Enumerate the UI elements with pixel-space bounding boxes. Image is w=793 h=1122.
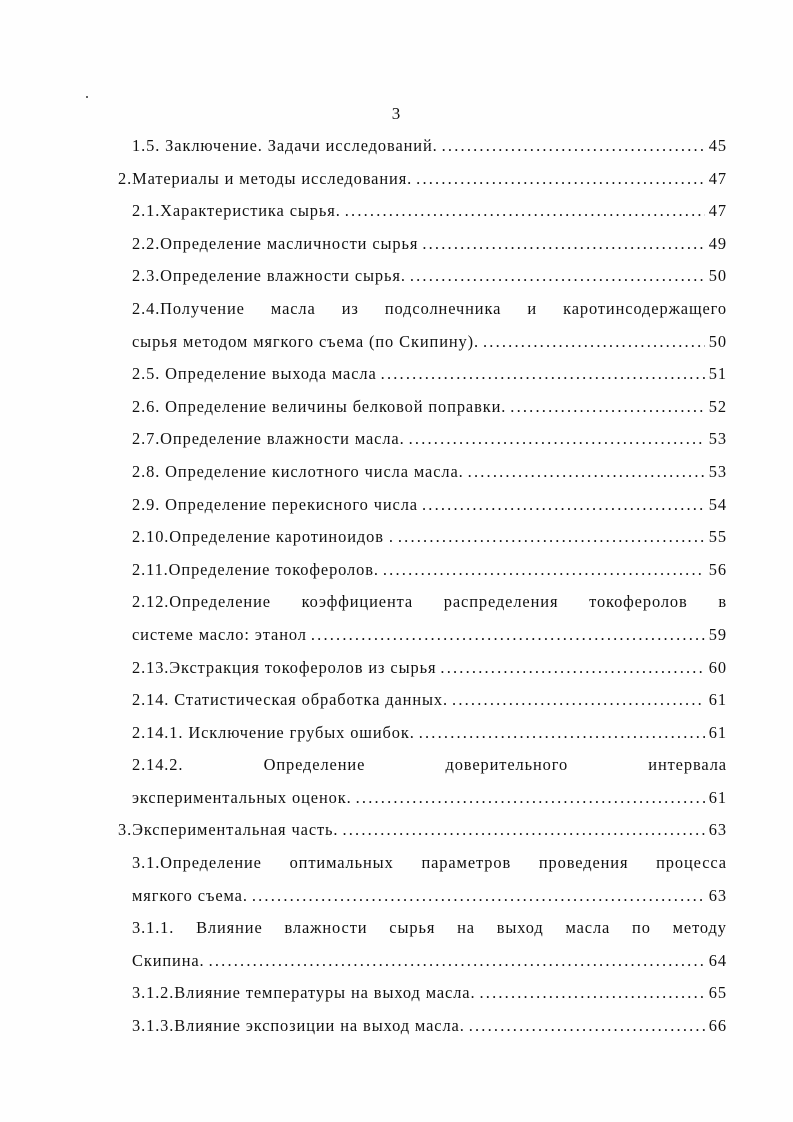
toc-entry-title-line	[132, 912, 727, 945]
toc-entry-title: 2.8. Определение кислотного числа масла.	[132, 461, 464, 481]
toc-entry-page: 63	[708, 820, 727, 840]
toc-entry-title-word: Влияние	[196, 918, 263, 938]
toc-entry-title: 2.9. Определение перекисного числа	[132, 494, 418, 514]
toc-entry-title-word: токоферолов	[589, 592, 688, 612]
toc-entry-page: 61	[708, 690, 727, 710]
dot-leader	[510, 391, 705, 424]
toc-entry-title-word: на	[457, 918, 475, 938]
toc-entry	[132, 652, 727, 685]
toc-entry	[132, 358, 727, 391]
toc-entry-page: 51	[708, 364, 727, 384]
toc-entry-title: 3.Экспериментальная часть.	[118, 820, 339, 840]
toc-entry-row	[132, 326, 727, 359]
toc-entry	[132, 554, 727, 587]
toc-entry-page: 55	[708, 527, 727, 547]
toc-entry-row	[132, 489, 727, 522]
toc-entry-title-word: сырья	[389, 918, 436, 938]
toc-entry-title-line	[132, 293, 727, 326]
toc-entry-row	[132, 782, 727, 815]
toc-entry-page: 63	[708, 885, 727, 905]
dot-leader	[252, 880, 705, 913]
toc-entry-title-line	[132, 847, 727, 880]
toc-entry	[132, 293, 727, 358]
toc-entry	[132, 586, 727, 651]
toc-entry-page: 56	[708, 559, 727, 579]
dot-leader	[209, 945, 705, 978]
toc-entry-page: 45	[708, 136, 727, 155]
toc-entry-title-word: процесса	[656, 853, 727, 873]
toc-entry-title: 2.3.Определение влажности сырья.	[132, 266, 406, 286]
dot-leader	[442, 130, 705, 163]
toc-entry-title: 2.Материалы и методы исследования.	[118, 168, 413, 188]
toc-entry	[132, 684, 727, 717]
toc-entry-title-word: в	[718, 592, 727, 612]
toc-entry-title-word: 2.4.Получение	[132, 298, 245, 318]
toc-entry-title-word: методу	[672, 918, 727, 938]
toc-entry-row	[132, 945, 727, 978]
toc-entry-row	[132, 456, 727, 489]
toc-entry-title: 2.2.Определение масличности сырья	[132, 233, 419, 253]
toc-entry-row	[118, 814, 727, 847]
toc-entry-title: Скипина.	[132, 950, 205, 970]
toc-entry-page: 50	[708, 266, 727, 286]
toc-entry	[132, 423, 727, 456]
toc-entry-row	[132, 423, 727, 456]
toc-entry-page: 50	[708, 331, 727, 351]
toc-entry-page: 47	[708, 168, 727, 188]
dot-leader	[469, 1010, 705, 1043]
toc-entry-title-word: выход	[496, 918, 544, 938]
scan-speck	[86, 96, 88, 98]
toc-entry	[132, 130, 727, 163]
dot-leader	[383, 554, 705, 587]
toc-entry-page: 52	[708, 396, 727, 416]
dot-leader	[452, 684, 705, 717]
toc-entry	[132, 195, 727, 228]
toc-entry-title-word: Определение	[263, 755, 366, 775]
toc-entry	[132, 847, 727, 912]
toc-entry-title: 3.1.2.Влияние температуры на выход масла.	[132, 983, 476, 1003]
toc-entry-title-word: каротинсодержащего	[563, 298, 727, 318]
toc-entry-row	[132, 977, 727, 1010]
toc-entry-title-word: 2.12.Определение	[132, 592, 271, 612]
dot-leader	[356, 782, 705, 815]
toc-entry	[132, 489, 727, 522]
toc-entry-row	[132, 391, 727, 424]
toc-entry-page: 49	[708, 233, 727, 253]
toc-entry-title-word: из	[341, 298, 359, 318]
toc-entry	[132, 391, 727, 424]
toc-entry-title-word: параметров	[421, 853, 512, 873]
dot-leader	[479, 977, 704, 1010]
toc-entry-title-line	[132, 749, 727, 782]
toc-entry-title: системе масло: этанол	[132, 624, 307, 644]
dot-leader	[398, 521, 705, 554]
toc-entry-row	[132, 130, 727, 163]
toc-entry-page: 61	[708, 787, 727, 807]
toc-entry-title: 2.14.1. Исключение грубых ошибок.	[132, 722, 415, 742]
toc-entry-title: 2.6. Определение величины белковой поправки.	[132, 396, 507, 416]
toc-entry-title-word: по	[632, 918, 651, 938]
toc-entry	[132, 717, 727, 750]
page-number: 3	[391, 104, 402, 123]
toc-entry-row	[132, 358, 727, 391]
toc-entry	[132, 521, 727, 554]
toc-entry	[132, 456, 727, 489]
toc-entry-title-word: масла	[270, 298, 316, 318]
table-of-contents	[0, 130, 793, 1043]
toc-entry-title-word: масла	[565, 918, 611, 938]
toc-entry-row	[132, 260, 727, 293]
toc-entry-title-word: интервала	[648, 755, 727, 775]
dot-leader	[422, 489, 705, 522]
toc-entry-title-word: 3.1.Определение	[132, 853, 262, 873]
toc-entry-title: 2.14. Статистическая обработка данных.	[132, 690, 449, 710]
toc-entry-row	[132, 880, 727, 913]
toc-entry-row	[132, 1010, 727, 1043]
dot-leader	[381, 358, 705, 391]
toc-entry-title: мягкого съема.	[132, 885, 248, 905]
dot-leader	[419, 717, 705, 750]
toc-entry-title-word: проведения	[538, 853, 629, 873]
toc-entry-title-word: оптимальных	[289, 853, 394, 873]
toc-entry	[132, 260, 727, 293]
toc-entry	[132, 1010, 727, 1043]
toc-entry	[118, 163, 727, 196]
toc-entry-row	[132, 228, 727, 261]
toc-entry-row	[132, 717, 727, 750]
toc-entry-page: 66	[708, 1016, 727, 1036]
toc-entry	[118, 814, 727, 847]
toc-entry-title-word: и	[527, 298, 538, 318]
toc-entry-title: 2.13.Экстракция токоферолов из сырья	[132, 657, 437, 677]
toc-entry-page: 53	[708, 429, 727, 449]
dot-leader	[416, 163, 705, 196]
toc-entry	[132, 977, 727, 1010]
dot-leader	[483, 326, 705, 359]
dot-leader	[345, 195, 705, 228]
toc-entry-page: 65	[708, 983, 727, 1003]
toc-entry-page: 61	[708, 722, 727, 742]
toc-entry-title: сырья методом мягкого съема (по Скипину).	[132, 331, 479, 351]
toc-entry-title: 2.10.Определение каротиноидов .	[132, 527, 394, 547]
toc-entry-title-word: 2.14.2.	[132, 755, 184, 775]
toc-entry-page: 54	[708, 494, 727, 514]
toc-entry-page: 60	[708, 657, 727, 677]
toc-entry-row	[132, 652, 727, 685]
toc-entry-page: 59	[708, 624, 727, 644]
toc-entry-row	[132, 195, 727, 228]
toc-entry-title-word: 3.1.1.	[132, 918, 175, 938]
toc-entry-title: 2.1.Характеристика сырья.	[132, 201, 341, 221]
dot-leader	[342, 814, 704, 847]
dot-leader	[422, 228, 704, 261]
dot-leader	[468, 456, 705, 489]
toc-entry-title: экспериментальных оценок.	[132, 787, 352, 807]
toc-entry-title-line	[132, 586, 727, 619]
dot-leader	[410, 260, 705, 293]
toc-entry	[132, 228, 727, 261]
dot-leader	[409, 423, 705, 456]
toc-entry	[132, 912, 727, 977]
toc-entry-title-word: подсолнечника	[384, 298, 502, 318]
dot-leader	[311, 619, 705, 652]
toc-entry-row	[132, 521, 727, 554]
toc-entry-row	[132, 554, 727, 587]
toc-entry-page: 53	[708, 461, 727, 481]
toc-entry-title: 2.5. Определение выхода масла	[132, 364, 377, 384]
toc-entry-title-word: распределения	[443, 592, 559, 612]
toc-entry	[132, 749, 727, 814]
toc-entry-page: 47	[708, 201, 727, 221]
dot-leader	[440, 652, 704, 685]
toc-entry-row	[132, 619, 727, 652]
toc-entry-row	[118, 163, 727, 196]
toc-entry-title-word: доверительного	[445, 755, 569, 775]
toc-entry-title: 3.1.3.Влияние экспозиции на выход масла.	[132, 1016, 465, 1036]
toc-entry-title: 2.11.Определение токоферолов.	[132, 559, 379, 579]
toc-entry-title-word: коэффициента	[301, 592, 414, 612]
toc-entry-row	[132, 684, 727, 717]
toc-entry-title: 1.5. Заключение. Задачи исследований.	[132, 136, 438, 155]
toc-entry-title: 2.7.Определение влажности масла.	[132, 429, 405, 449]
toc-entry-page: 64	[708, 950, 727, 970]
toc-entry-title-word: влажности	[284, 918, 368, 938]
